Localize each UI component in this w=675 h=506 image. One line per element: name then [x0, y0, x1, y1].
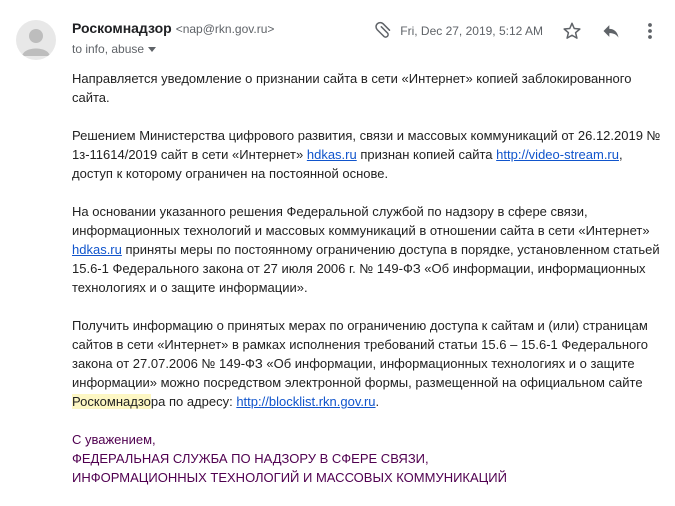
- text-segment: На основании указанного решения Федеральной службой по надзору в сфере связи, информационных технологий и массовых коммуникаций в отношении сайта в сети «Интернет»: [72, 204, 650, 238]
- paragraph-measures: [72, 202, 662, 297]
- star-icon[interactable]: [561, 20, 583, 42]
- paragraph-decision: [72, 126, 662, 183]
- message-date: Fri, Dec 27, 2019, 5:12 AM: [400, 24, 543, 38]
- reply-icon[interactable]: [600, 20, 622, 42]
- sender-line: [72, 20, 274, 40]
- text-segment: Решением Министерства цифрового развития, связи и массовых коммуникаций от 26.12.2019 № 1з-11614/2019 сайт в сети «Интернет»: [72, 128, 661, 162]
- signature-greeting: С уважением,: [72, 432, 156, 447]
- text-segment: ра по адресу:: [150, 394, 237, 409]
- link-hdkas[interactable]: hdkas.ru: [72, 242, 122, 257]
- text-segment: Получить информацию о принятых мерах по ограничению доступа к сайтам и (или) страницам сайтов в сети «Интернет» в рамках исполнения требований статьи 15.6 – 15.6-1 Федерального закона от 27.07.2006 № 149-ФЗ «Об информации, информационных технологиях и о защите информации» можно посредством электронной формы, размещенной на официальном сайте: [72, 318, 648, 390]
- link-blocklist[interactable]: http://blocklist.rkn.gov.ru: [236, 394, 376, 409]
- signature: [72, 430, 662, 487]
- recipients: to info, abuse: [72, 42, 145, 56]
- paragraph-notice: Направляется уведомление о признании сайта в сети «Интернет» копией заблокированного сайта.: [72, 71, 632, 105]
- text-segment: , доступ к которому ограничен на постоянной основе.: [72, 147, 623, 181]
- paperclip-icon: [372, 20, 394, 42]
- text-segment: .: [375, 394, 380, 409]
- search-highlight: Роскомнадзо: [72, 394, 151, 409]
- paragraph-info: [72, 316, 662, 411]
- sender-email: <nap@rkn.gov.ru>: [175, 22, 275, 36]
- text-segment: приняты меры по постоянному ограничению доступа в порядке, установленном статьей 15.6-1 Федерального закона от 27 июля 2006 г. № 149-ФЗ «Об информации, информационных технологиях и о защите информации».: [72, 242, 660, 295]
- recipient-line[interactable]: [72, 41, 156, 57]
- text-segment: признан копией сайта: [356, 147, 497, 162]
- more-vertical-icon[interactable]: [639, 20, 661, 42]
- link-hdkas[interactable]: hdkas.ru: [306, 147, 357, 162]
- person-avatar-icon[interactable]: [16, 20, 56, 60]
- signature-org-line2: ИНФОРМАЦИОННЫХ ТЕХНОЛОГИЙ И МАССОВЫХ КОММУНИКАЦИЙ: [72, 470, 507, 485]
- message-body: [72, 69, 662, 506]
- chevron-down-icon[interactable]: [148, 47, 156, 52]
- sender-name[interactable]: Роскомнадзор: [72, 20, 172, 36]
- signature-org-line1: ФЕДЕРАЛЬНАЯ СЛУЖБА ПО НАДЗОРУ В СФЕРЕ СВЯЗИ,: [72, 451, 429, 466]
- link-video-stream[interactable]: http://video-stream.ru: [496, 147, 619, 162]
- message-meta: [372, 20, 661, 42]
